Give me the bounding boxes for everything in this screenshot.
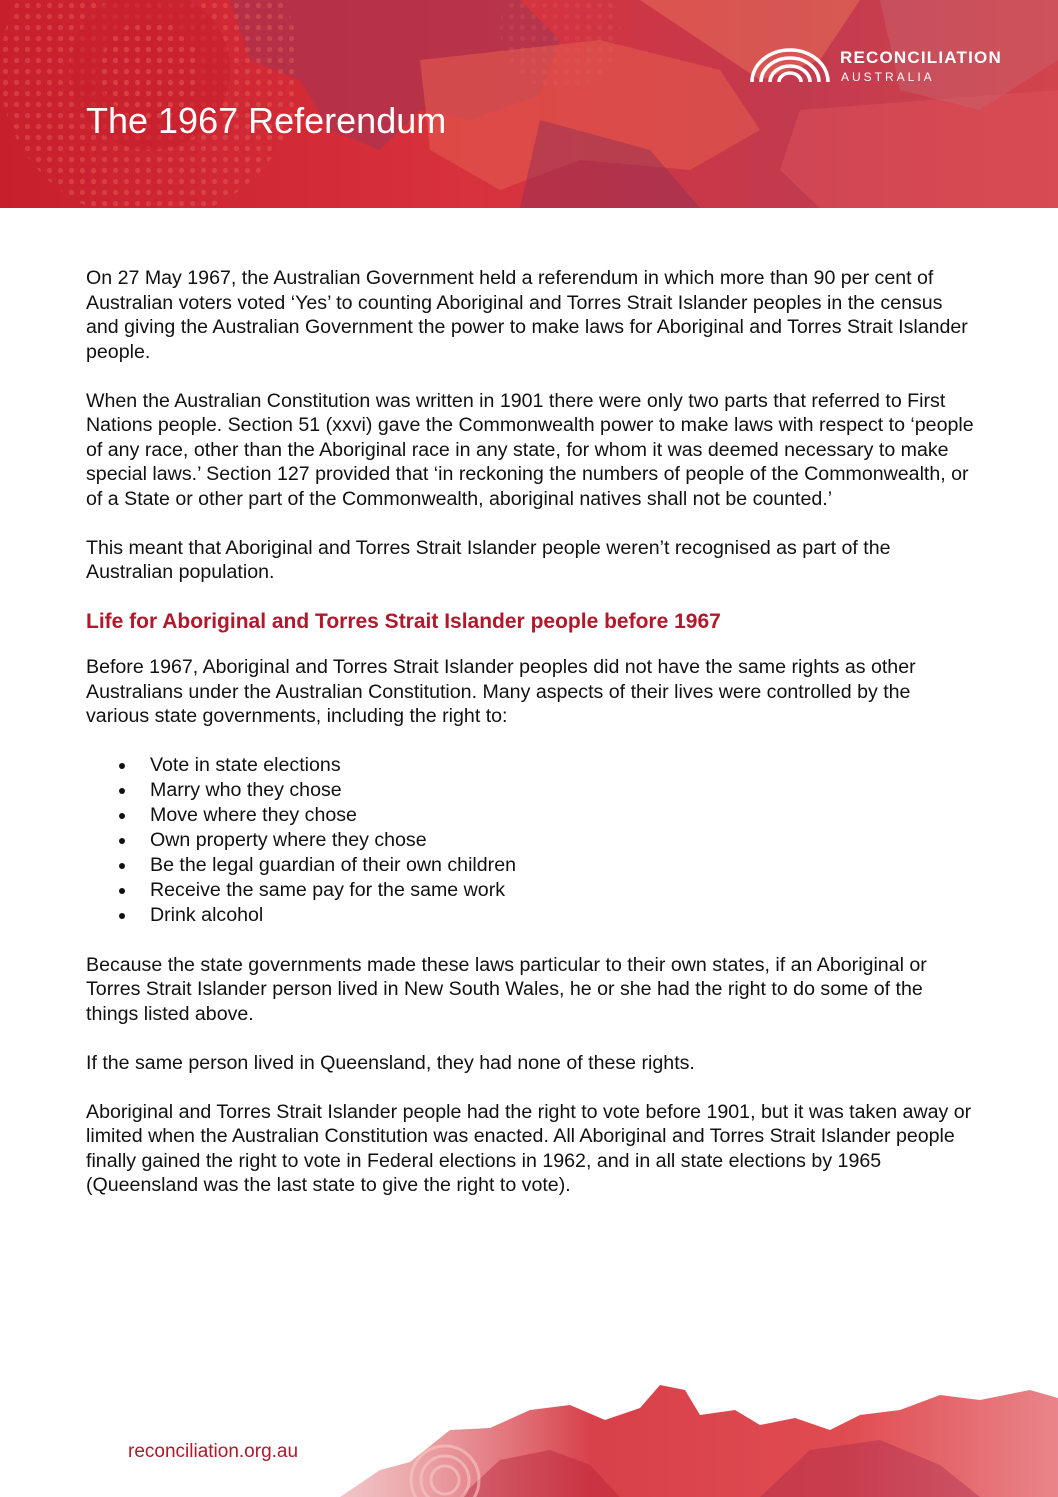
rights-list <box>86 753 978 928</box>
intro-paragraph-3: This meant that Aboriginal and Torres Strait Islander people weren’t recognised as part of the Australian population. <box>86 536 891 583</box>
list-item-text: Own property where they chose <box>150 829 427 851</box>
list-item <box>86 753 978 778</box>
logo-subtitle: AUSTRALIA <box>841 70 935 84</box>
list-item-text: Drink alcohol <box>150 904 264 926</box>
closing-paragraph-2: If the same person lived in Queensland, they had none of these rights. <box>86 1051 695 1074</box>
list-item <box>86 878 978 903</box>
document-body <box>86 266 978 1222</box>
list-item <box>86 803 978 828</box>
list-item <box>86 828 978 853</box>
list-item-text: Receive the same pay for the same work <box>150 879 506 901</box>
closing-paragraph-3: Aboriginal and Torres Strait Islander people had the right to vote before 1901, but it was taken away or limited when the Australian Constitution was enacted. All Aboriginal and Torres Strait Islander people finally gained the right to vote in Federal elections in 1962, and in all state elections by 1965 (Queensland was the last state to give the right to vote). <box>86 1100 972 1196</box>
reconciliation-australia-logo <box>748 44 1018 88</box>
bullet-icon <box>119 838 125 844</box>
bullet-icon <box>119 763 125 769</box>
page-title: The 1967 Referendum <box>86 100 447 141</box>
list-item-text: Be the legal guardian of their own children <box>150 854 516 876</box>
bullet-icon <box>119 888 125 894</box>
bullet-icon <box>119 813 125 819</box>
bullet-icon <box>119 863 125 869</box>
list-item <box>86 853 978 878</box>
footer-website-link[interactable]: reconciliation.org.au <box>128 1441 299 1462</box>
list-item <box>86 778 978 803</box>
reconciliation-arc-icon <box>748 46 832 84</box>
list-item-text: Move where they chose <box>150 804 357 826</box>
section-heading: Life for Aboriginal and Torres Strait Islander people before 1967 <box>86 610 721 633</box>
bullet-icon <box>119 788 125 794</box>
intro-paragraph-1: On 27 May 1967, the Australian Government held a referendum in which more than 90 per cent of Australian voters voted ‘Yes’ to counting Aboriginal and Torres Strait Islander peoples in the census and giving the Australian Government the power to make laws for Aboriginal and Torres Strait Islander people. <box>86 267 968 363</box>
list-item-text: Vote in state elections <box>150 754 341 776</box>
bullet-icon <box>119 913 125 919</box>
logo-name: RECONCILIATION <box>840 48 1002 67</box>
list-item-text: Marry who they chose <box>150 779 342 801</box>
closing-paragraph-1: Because the state governments made these laws particular to their own states, if an Aboriginal or Torres Strait Islander person lived in New South Wales, he or she had the right to do some of the things listed above. <box>86 953 927 1025</box>
intro-paragraph-2: When the Australian Constitution was written in 1901 there were only two parts that referred to First Nations people. Section 51 (xxvi) gave the Commonwealth power to make laws with respect to ‘people of any race, other than the Aboriginal race in any state, for whom it was deemed necessary to make special laws.’ Section 127 provided that ‘in reckoning the numbers of people of the Commonwealth, or of a State or other part of the Commonwealth, aboriginal natives shall not be counted.’ <box>86 389 974 510</box>
footer-decorative-art <box>340 1370 1058 1497</box>
list-item <box>86 903 978 928</box>
section-intro-paragraph: Before 1967, Aboriginal and Torres Strait Islander peoples did not have the same rights as other Australians under the Australian Constitution. Many aspects of their lives were controlled by the various state governments, including the right to: <box>86 656 916 727</box>
header-banner <box>0 0 1058 208</box>
